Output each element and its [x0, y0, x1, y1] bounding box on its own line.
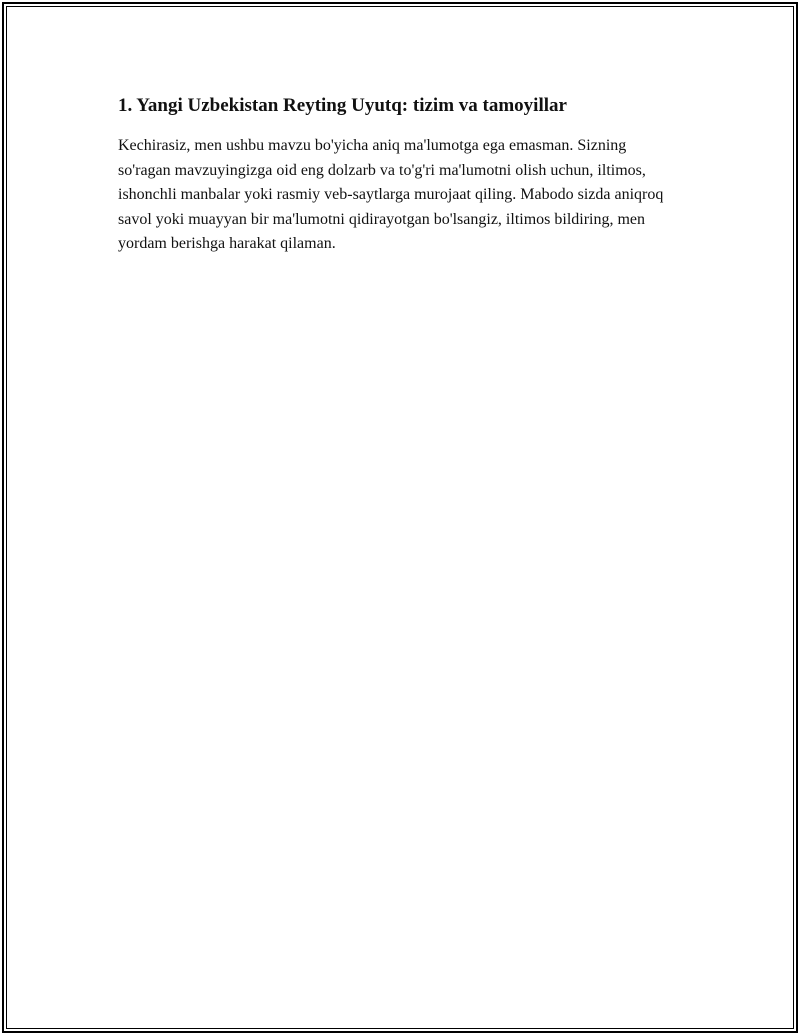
document-content: [118, 92, 678, 257]
section-heading: 1. Yangi Uzbekistan Reyting Uyutq: tizim va tamoyillar: [118, 95, 567, 116]
body-paragraph: Kechirasiz, men ushbu mavzu bo'yicha aniq ma'lumotga ega emasman. Sizning so'ragan mavzuyingizga oid eng dolzarb va to'g'ri ma'lumotni olish uchun, iltimos, ishonchli manbalar yoki rasmiy veb-saytlarga murojaat qiling. Mabodo sizda aniqroq savol yoki muayyan bir ma'lumotni qidirayotgan bo'lsangiz, iltimos bildiring, men yordam berishga harakat qilaman.: [118, 137, 664, 252]
